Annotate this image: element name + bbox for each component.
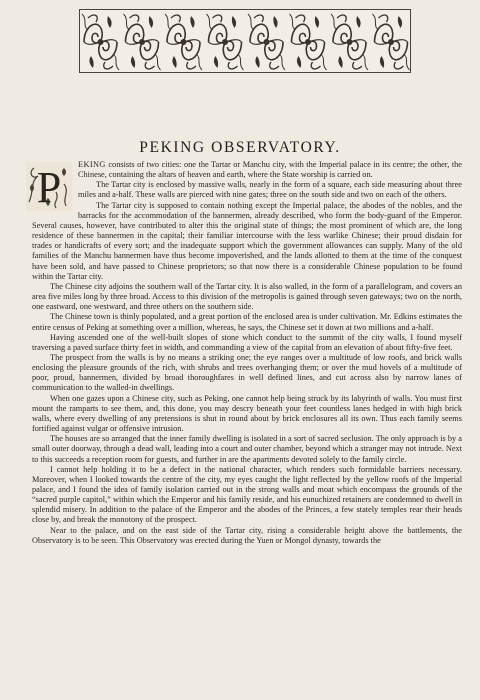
- paragraph-4: The Chinese city adjoins the southern wall of the Tartar city. It is also walled, in the form of a parallelogram, and covers an area five miles long by three broad. Access to this division of the metropolis is gained through seven gateways; two on the north, one eastward, one westward, and three others on the southern side.: [32, 281, 462, 312]
- paragraph-8: When one gazes upon a Chinese city, such as Peking, one cannot help being struck by its labyrinth of walls. You must first mount the ramparts to see them, and, this done, you may descry beneath your feet countless lanes hedged in with high brick walls, where every dwelling of any pretensions is shut in round about by brick enclosures all its own. Thus each family seems fortified against vulgar or offensive intrusion.: [32, 393, 462, 434]
- scrollwork-ornament-icon: [80, 10, 411, 73]
- paragraph-5: The Chinese town is thinly populated, and a great portion of the enclosed area is under cultivation. Mr. Edkins estimates the entire census of Peking at something over a million, whereas, he says, the Chinese set it down at two millions and a-half.: [32, 312, 462, 332]
- paragraph-11: Near to the palace, and on the east side of the Tartar city, rising a considerable height above the battlements, the Observatory is to be seen. This Observatory was erected during the Yuen or Mongol dynasty, towards the: [32, 525, 462, 545]
- dropcap-letter: P: [36, 163, 62, 211]
- page-title: PEKING OBSERVATORY.: [139, 139, 341, 156]
- paragraph-10: I cannot help holding it to be a defect in the national character, which renders such formidable barriers necessary. Moreover, when I looked towards the centre of the city, my eyes caught the light reflected by the yellow roofs of the Imperial palace, and I found the idea of family isolation carried out in the strong walls and moat which encompass the grounds of the “sacred purple capitol,” within which the Emperor and his family reside, and his eunuchized retainers are condemned to dwell in splendid misery. In addition to the palace of the Emperor and the abodes of the Princes, a few stately temples rear their heads close by, and break the monotony of the prospect.: [32, 464, 462, 525]
- article-body: [32, 160, 462, 546]
- paragraph-6: Having ascended one of the well-built slopes of stone which conduct to the summit of the city walls, I found myself traversing a paved surface thirty feet in width, and commanding a view of the capital from an elevation of about fifty-five feet.: [32, 332, 462, 352]
- paragraph-9: The houses are so arranged that the inner family dwelling is isolated in a sort of sacred seclusion. The only approach is by a small outer doorway, through a dead wall, leading into a court and outer chamber, beyond which a stranger may not intrude. Next to this succeeds a reception room for guests, and further in are the apartments devoted solely to the family circle.: [32, 434, 462, 464]
- ornamental-header-banner: [79, 9, 411, 73]
- floral-dropcap-icon: [26, 162, 72, 211]
- paragraph-text: consists of two cities: one the Tartar or Manchu city, with the Imperial palace in its centre; the other, the Chinese, containing the altars of heaven and earth, where the State worship is carried on.: [78, 160, 462, 180]
- ornate-drop-cap: [26, 162, 72, 211]
- paragraph-7: The prospect from the walls is by no means a striking one; the eye ranges over a multitude of low roofs, and brick walls enclosing the pleasure grounds of the rich, with shrubs and trees overhanging them; or over the mud hovels of a multitude of poor, proud, bannermen, divided by broad thoroughfares in well defined lines, and cut across also by narrow lanes of communication to the walled-in dwellings.: [32, 352, 462, 393]
- paragraph-3: The Tartar city is supposed to contain nothing except the Imperial palace, the abodes of the nobles, and the barracks for the accommodation of the bannermen, already described, who form the body-guard of the Emperor. Several causes, however, have contributed to alter this the original state of things; the most prominent of which are, the long residence of these bannermen in the capital; their familiar intercourse with the less warlike Chinese; their proud disdain for trades or handicrafts of every sort; and the inadequate support which the government allowances can supply. Many of the old families of the Manchu bannermen have thus become impoverished, and the lands allotted to them at the time of the conquest have been sold, and have passed to Chinese proprietors; so that now there is a considerable Chinese population to be found within the Tartar city.: [32, 200, 462, 281]
- paragraph-2: The Tartar city is enclosed by massive walls, nearly in the form of a square, each side measuring about three miles and a-half. These walls are pierced with nine gates; three on the south side and two on each of the others.: [78, 180, 462, 200]
- lead-word: EKING: [78, 160, 106, 169]
